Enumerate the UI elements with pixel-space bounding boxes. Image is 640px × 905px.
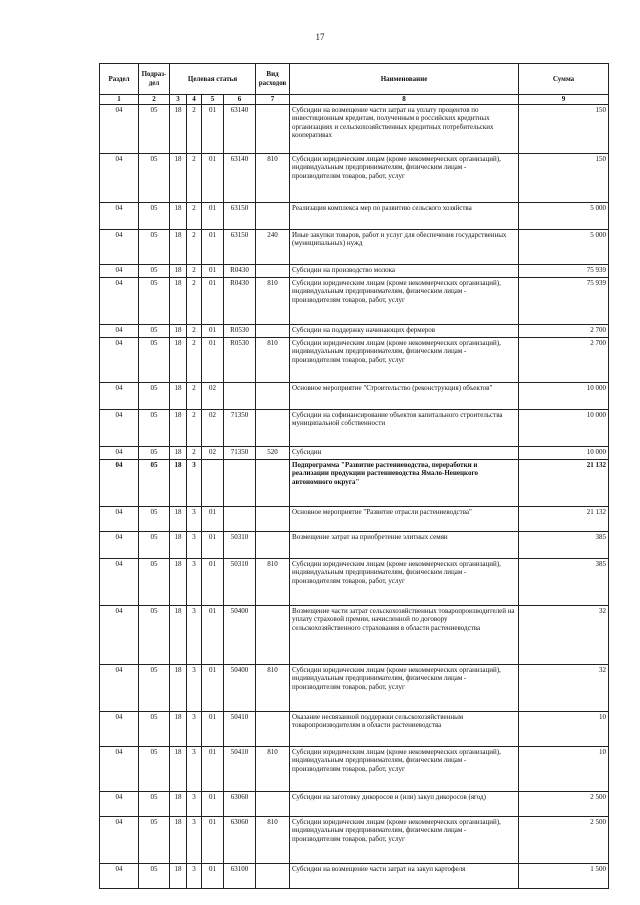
cell-program: 18 (170, 409, 187, 446)
cell-event: 01 (202, 202, 224, 229)
cell-expense-type: 810 (256, 558, 290, 605)
table-row (100, 506, 609, 531)
cell-subprogram: 3 (187, 816, 202, 863)
cell-razdel: 04 (100, 531, 139, 558)
table-row (100, 446, 609, 459)
cell-name: Реализация комплекса мер по развитию сельского хозяйства (290, 202, 519, 229)
cell-event: 02 (202, 382, 224, 409)
cell-subprogram: 3 (187, 664, 202, 711)
table-row (100, 531, 609, 558)
cell-event: 01 (202, 664, 224, 711)
cell-event: 01 (202, 558, 224, 605)
cell-podrazdel: 05 (139, 446, 170, 459)
header-target-article: Целевая статья (170, 64, 256, 95)
cell-sum: 150 (519, 153, 609, 202)
cell-subprogram: 3 (187, 711, 202, 746)
cell-event: 02 (202, 446, 224, 459)
cell-sum: 10 (519, 746, 609, 791)
cell-podrazdel: 05 (139, 746, 170, 791)
cell-podrazdel: 05 (139, 264, 170, 277)
cell-program: 18 (170, 711, 187, 746)
cell-direction (224, 459, 256, 506)
cell-event: 01 (202, 746, 224, 791)
cell-name: Основное мероприятие "Строительство (реконструкция) объектов" (290, 382, 519, 409)
header-razdel: Раздел (100, 64, 139, 95)
table-row (100, 791, 609, 816)
column-number: 6 (224, 95, 256, 105)
cell-subprogram: 2 (187, 202, 202, 229)
cell-podrazdel: 05 (139, 229, 170, 264)
cell-subprogram: 3 (187, 863, 202, 888)
cell-expense-type (256, 531, 290, 558)
cell-name: Субсидии на производство молока (290, 264, 519, 277)
cell-subprogram: 3 (187, 746, 202, 791)
budget-table (99, 63, 609, 889)
cell-program: 18 (170, 229, 187, 264)
cell-program: 18 (170, 104, 187, 153)
cell-direction (224, 506, 256, 531)
cell-razdel: 04 (100, 324, 139, 337)
cell-subprogram: 3 (187, 791, 202, 816)
cell-razdel: 04 (100, 506, 139, 531)
table-row (100, 558, 609, 605)
cell-expense-type (256, 324, 290, 337)
cell-event: 01 (202, 816, 224, 863)
cell-sum: 10 000 (519, 382, 609, 409)
cell-expense-type (256, 605, 290, 664)
cell-program: 18 (170, 664, 187, 711)
cell-program: 18 (170, 605, 187, 664)
cell-subprogram: 2 (187, 446, 202, 459)
table-row (100, 863, 609, 888)
cell-sum: 75 939 (519, 264, 609, 277)
cell-podrazdel: 05 (139, 531, 170, 558)
column-number: 9 (519, 95, 609, 105)
cell-direction: R0430 (224, 277, 256, 324)
cell-expense-type (256, 104, 290, 153)
cell-podrazdel: 05 (139, 153, 170, 202)
cell-sum: 10 (519, 711, 609, 746)
table-row (100, 277, 609, 324)
cell-expense-type: 810 (256, 816, 290, 863)
cell-name: Субсидии на поддержку начинающих фермеров (290, 324, 519, 337)
table-row (100, 324, 609, 337)
cell-razdel: 04 (100, 791, 139, 816)
cell-razdel: 04 (100, 558, 139, 605)
cell-podrazdel: 05 (139, 104, 170, 153)
cell-expense-type: 810 (256, 664, 290, 711)
cell-sum: 5 000 (519, 202, 609, 229)
table-row (100, 202, 609, 229)
cell-podrazdel: 05 (139, 558, 170, 605)
cell-direction: 71350 (224, 409, 256, 446)
cell-sum: 10 000 (519, 446, 609, 459)
cell-name: Иные закупки товаров, работ и услуг для обеспечения государственных (муниципальных) нужд (290, 229, 519, 264)
cell-event: 01 (202, 324, 224, 337)
column-number: 4 (187, 95, 202, 105)
cell-sum: 1 500 (519, 863, 609, 888)
cell-event: 01 (202, 264, 224, 277)
cell-name: Субсидии юридическим лицам (кроме некоммерческих организаций), индивидуальным предпринимателям, физическим лицам - производителям товаров, работ, услуг (290, 153, 519, 202)
cell-event (202, 459, 224, 506)
cell-program: 18 (170, 746, 187, 791)
table-row (100, 229, 609, 264)
cell-razdel: 04 (100, 202, 139, 229)
cell-program: 18 (170, 863, 187, 888)
cell-name: Субсидии на заготовку дикоросов и (или) закуп дикоросов (ягод) (290, 791, 519, 816)
cell-direction: 71350 (224, 446, 256, 459)
page-number: 17 (315, 32, 325, 42)
cell-event: 01 (202, 531, 224, 558)
cell-sum: 385 (519, 531, 609, 558)
cell-program: 18 (170, 324, 187, 337)
cell-name: Субсидии на возмещение части затрат на уплату процентов по инвестиционным кредитам, полученным в российских кредитных организациях и сельскохозяйственных кредитных потребительских кооперативах (290, 104, 519, 153)
table-row (100, 459, 609, 506)
cell-sum: 21 132 (519, 506, 609, 531)
cell-name: Субсидии (290, 446, 519, 459)
cell-direction: 63060 (224, 816, 256, 863)
column-number-row (100, 95, 609, 105)
cell-event: 01 (202, 711, 224, 746)
column-number: 1 (100, 95, 139, 105)
cell-program: 18 (170, 153, 187, 202)
cell-direction: R0530 (224, 324, 256, 337)
cell-direction: 63100 (224, 863, 256, 888)
cell-subprogram: 2 (187, 104, 202, 153)
cell-expense-type (256, 202, 290, 229)
cell-podrazdel: 05 (139, 337, 170, 382)
cell-sum: 150 (519, 104, 609, 153)
cell-expense-type (256, 863, 290, 888)
cell-name: Субсидии юридическим лицам (кроме некоммерческих организаций), индивидуальным предпринимателям, физическим лицам - производителям товаров, работ, услуг (290, 664, 519, 711)
cell-podrazdel: 05 (139, 324, 170, 337)
cell-program: 18 (170, 446, 187, 459)
cell-name: Субсидии юридическим лицам (кроме некоммерческих организаций), индивидуальным предпринимателям, физическим лицам - производителям товаров, работ, услуг (290, 746, 519, 791)
cell-expense-type (256, 409, 290, 446)
cell-direction: R0430 (224, 264, 256, 277)
cell-expense-type: 240 (256, 229, 290, 264)
cell-program: 18 (170, 277, 187, 324)
header-sum: Сумма (519, 64, 609, 95)
cell-direction: 50310 (224, 558, 256, 605)
cell-subprogram: 3 (187, 459, 202, 506)
cell-event: 01 (202, 104, 224, 153)
cell-podrazdel: 05 (139, 816, 170, 863)
cell-direction: 63140 (224, 104, 256, 153)
cell-razdel: 04 (100, 863, 139, 888)
cell-name: Субсидии юридическим лицам (кроме некоммерческих организаций), индивидуальным предпринимателям, физическим лицам - производителям товаров, работ, услуг (290, 277, 519, 324)
cell-razdel: 04 (100, 816, 139, 863)
cell-name: Субсидии на софинансирование объектов капитального строительства муниципальной собственности (290, 409, 519, 446)
cell-subprogram: 3 (187, 531, 202, 558)
table-row (100, 382, 609, 409)
cell-razdel: 04 (100, 605, 139, 664)
cell-subprogram: 2 (187, 324, 202, 337)
cell-razdel: 04 (100, 153, 139, 202)
cell-sum: 21 132 (519, 459, 609, 506)
cell-program: 18 (170, 531, 187, 558)
cell-razdel: 04 (100, 664, 139, 711)
table-row (100, 816, 609, 863)
cell-sum: 2 500 (519, 791, 609, 816)
cell-expense-type: 520 (256, 446, 290, 459)
cell-expense-type (256, 791, 290, 816)
table-row (100, 664, 609, 711)
header-expense-type: Вид расходов (256, 64, 290, 95)
cell-sum: 2 500 (519, 816, 609, 863)
table-row (100, 337, 609, 382)
cell-expense-type (256, 711, 290, 746)
cell-event: 01 (202, 791, 224, 816)
cell-event: 01 (202, 153, 224, 202)
cell-subprogram: 2 (187, 337, 202, 382)
cell-podrazdel: 05 (139, 791, 170, 816)
cell-program: 18 (170, 264, 187, 277)
cell-razdel: 04 (100, 382, 139, 409)
table-row (100, 746, 609, 791)
table-row (100, 409, 609, 446)
cell-program: 18 (170, 337, 187, 382)
header-row (100, 64, 609, 95)
cell-subprogram: 2 (187, 153, 202, 202)
table-row (100, 153, 609, 202)
cell-name: Субсидии юридическим лицам (кроме некоммерческих организаций), индивидуальным предпринимателям, физическим лицам - производителям товаров, работ, услуг (290, 558, 519, 605)
cell-subprogram: 3 (187, 605, 202, 664)
cell-name: Подпрограмма "Развитие растениеводства, переработки и реализации продукции растениеводства Ямало-Ненецкого автономного округа" (290, 459, 519, 506)
cell-podrazdel: 05 (139, 506, 170, 531)
cell-sum: 32 (519, 605, 609, 664)
cell-podrazdel: 05 (139, 202, 170, 229)
cell-direction: 50410 (224, 746, 256, 791)
cell-podrazdel: 05 (139, 711, 170, 746)
cell-podrazdel: 05 (139, 459, 170, 506)
cell-program: 18 (170, 459, 187, 506)
cell-sum: 75 939 (519, 277, 609, 324)
cell-podrazdel: 05 (139, 409, 170, 446)
cell-expense-type (256, 459, 290, 506)
cell-name: Возмещение затрат на приобретение элитных семян (290, 531, 519, 558)
cell-sum: 2 700 (519, 337, 609, 382)
cell-name: Основное мероприятие "Развитие отрасли растениеводства" (290, 506, 519, 531)
table-row (100, 264, 609, 277)
cell-razdel: 04 (100, 459, 139, 506)
cell-sum: 2 700 (519, 324, 609, 337)
cell-subprogram: 2 (187, 264, 202, 277)
table-row (100, 605, 609, 664)
cell-subprogram: 3 (187, 558, 202, 605)
cell-razdel: 04 (100, 746, 139, 791)
cell-direction: 63150 (224, 202, 256, 229)
cell-program: 18 (170, 816, 187, 863)
cell-event: 02 (202, 409, 224, 446)
cell-program: 18 (170, 382, 187, 409)
cell-name: Субсидии на возмещение части затрат на закуп картофеля (290, 863, 519, 888)
header-name: Наименование (290, 64, 519, 95)
column-number: 5 (202, 95, 224, 105)
cell-subprogram: 2 (187, 409, 202, 446)
cell-direction: 63060 (224, 791, 256, 816)
cell-razdel: 04 (100, 264, 139, 277)
cell-expense-type: 810 (256, 153, 290, 202)
cell-event: 01 (202, 277, 224, 324)
cell-program: 18 (170, 202, 187, 229)
cell-expense-type: 810 (256, 277, 290, 324)
cell-subprogram: 2 (187, 229, 202, 264)
cell-podrazdel: 05 (139, 382, 170, 409)
column-number: 8 (290, 95, 519, 105)
cell-event: 01 (202, 337, 224, 382)
cell-name: Возмещение части затрат сельскохозяйственных товаропроизводителей на уплату страховой премии, начисленной по договору сельскохозяйственного страхования в области растениеводства (290, 605, 519, 664)
cell-name: Субсидии юридическим лицам (кроме некоммерческих организаций), индивидуальным предпринимателям, физическим лицам - производителям товаров, работ, услуг (290, 337, 519, 382)
cell-razdel: 04 (100, 446, 139, 459)
cell-subprogram: 2 (187, 277, 202, 324)
cell-direction: 63140 (224, 153, 256, 202)
column-number: 3 (170, 95, 187, 105)
table-row (100, 711, 609, 746)
cell-direction: 50400 (224, 605, 256, 664)
cell-razdel: 04 (100, 711, 139, 746)
header-podrazdel: Подраз-дел (139, 64, 170, 95)
cell-event: 01 (202, 605, 224, 664)
cell-podrazdel: 05 (139, 605, 170, 664)
cell-event: 01 (202, 229, 224, 264)
cell-sum: 385 (519, 558, 609, 605)
cell-event: 01 (202, 863, 224, 888)
table-row (100, 104, 609, 153)
cell-direction: 50410 (224, 711, 256, 746)
cell-name: Субсидии юридическим лицам (кроме некоммерческих организаций), индивидуальным предпринимателям, физическим лицам - производителям товаров, работ, услуг (290, 816, 519, 863)
cell-expense-type (256, 264, 290, 277)
cell-expense-type (256, 382, 290, 409)
cell-expense-type: 810 (256, 337, 290, 382)
cell-razdel: 04 (100, 104, 139, 153)
cell-direction: 63150 (224, 229, 256, 264)
cell-subprogram: 2 (187, 382, 202, 409)
cell-podrazdel: 05 (139, 863, 170, 888)
cell-direction: 50400 (224, 664, 256, 711)
cell-expense-type (256, 506, 290, 531)
cell-sum: 32 (519, 664, 609, 711)
cell-event: 01 (202, 506, 224, 531)
cell-razdel: 04 (100, 229, 139, 264)
cell-subprogram: 3 (187, 506, 202, 531)
cell-direction (224, 382, 256, 409)
cell-podrazdel: 05 (139, 664, 170, 711)
column-number: 2 (139, 95, 170, 105)
cell-sum: 10 000 (519, 409, 609, 446)
column-number: 7 (256, 95, 290, 105)
cell-razdel: 04 (100, 277, 139, 324)
cell-direction: 50310 (224, 531, 256, 558)
cell-program: 18 (170, 791, 187, 816)
cell-sum: 5 000 (519, 229, 609, 264)
cell-expense-type: 810 (256, 746, 290, 791)
cell-program: 18 (170, 558, 187, 605)
cell-program: 18 (170, 506, 187, 531)
cell-podrazdel: 05 (139, 277, 170, 324)
cell-direction: R0530 (224, 337, 256, 382)
cell-name: Оказание несвязанной поддержки сельскохозяйственным товаропроизводителям в области растениеводства (290, 711, 519, 746)
cell-razdel: 04 (100, 337, 139, 382)
cell-razdel: 04 (100, 409, 139, 446)
